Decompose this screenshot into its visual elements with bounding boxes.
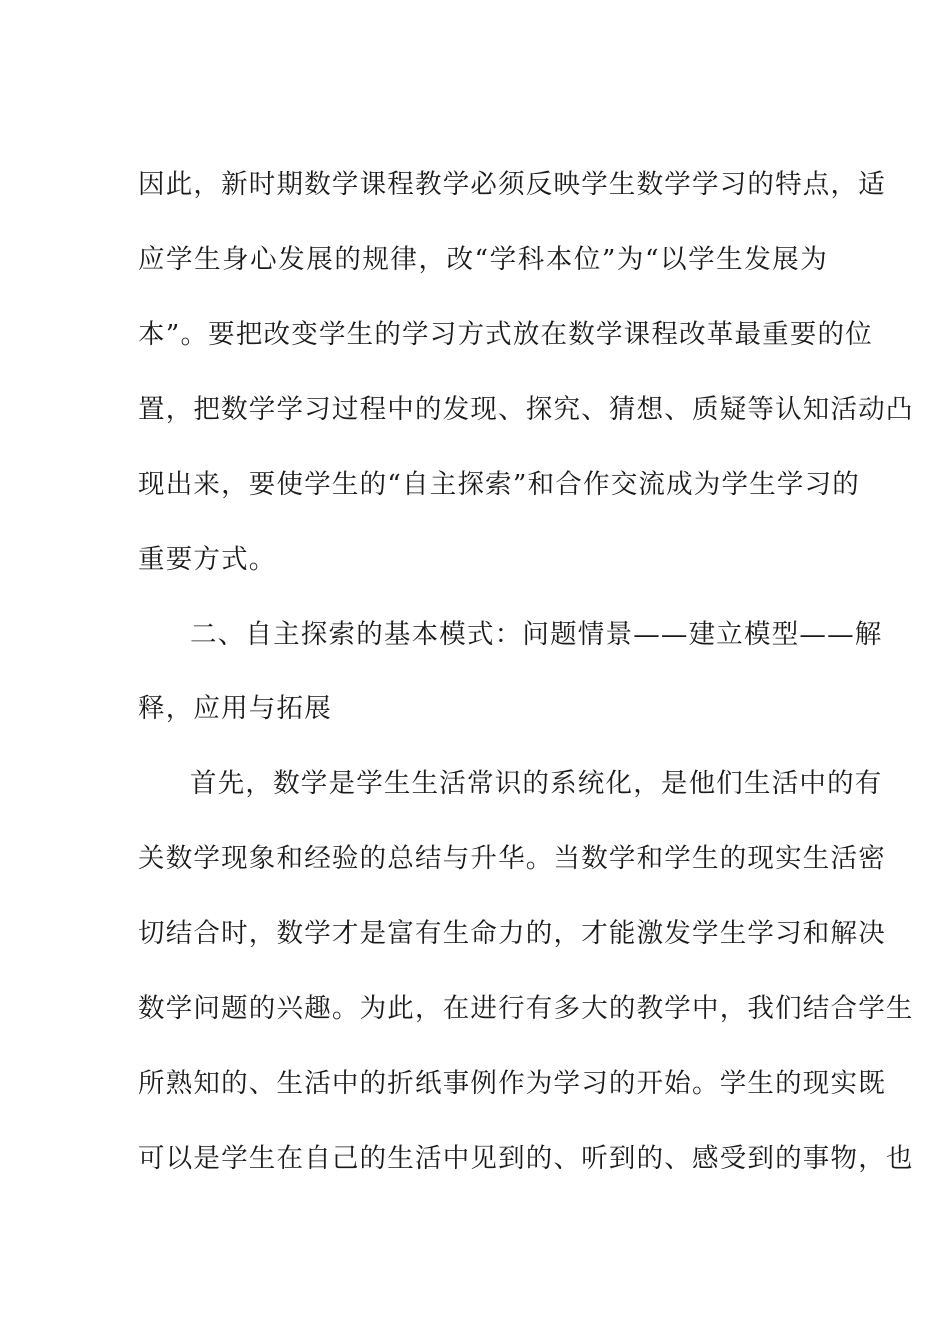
paragraph-1-line-2: 应学生身心发展的规律，改“学科本位”为“以学生发展为 bbox=[138, 244, 828, 275]
paragraph-1-line-3: 本”。要把改变学生的学习方式放在数学课程改革最重要的位 bbox=[138, 319, 873, 350]
paragraph-1-line-4: 置，把数学学习过程中的发现、探究、猜想、质疑等认知活动凸 bbox=[138, 394, 914, 425]
paragraph-3-line-6: 可以是学生在自己的生活中见到的、听到的、感受到的事物，也 bbox=[138, 1143, 914, 1174]
paragraph-1-line-1: 因此，新时期数学课程教学必须反映学生数学学习的特点，适 bbox=[138, 169, 886, 200]
paragraph-3-line-1: 首先，数学是学生生活常识的系统化，是他们生活中的有 bbox=[190, 768, 883, 799]
section-heading-line-2: 释，应用与拓展 bbox=[138, 693, 332, 724]
paragraph-3-line-5: 所熟知的、生活中的折纸事例作为学习的开始。学生的现实既 bbox=[138, 1068, 886, 1099]
paragraph-3-line-4: 数学问题的兴趣。为此，在进行有多大的教学中，我们结合学生 bbox=[138, 993, 914, 1024]
section-heading-line-1: 二、自主探索的基本模式：问题情景——建立模型——解 bbox=[190, 619, 883, 650]
paragraph-1-line-5: 现出来，要使学生的“自主探索”和合作交流成为学生学习的 bbox=[138, 469, 860, 500]
paragraph-3-line-2: 关数学现象和经验的总结与升华。当数学和学生的现实生活密 bbox=[138, 843, 886, 874]
paragraph-3-line-3: 切结合时，数学才是富有生命力的，才能激发学生学习和解决 bbox=[138, 918, 886, 949]
paragraph-1-line-6: 重要方式。 bbox=[138, 544, 277, 575]
